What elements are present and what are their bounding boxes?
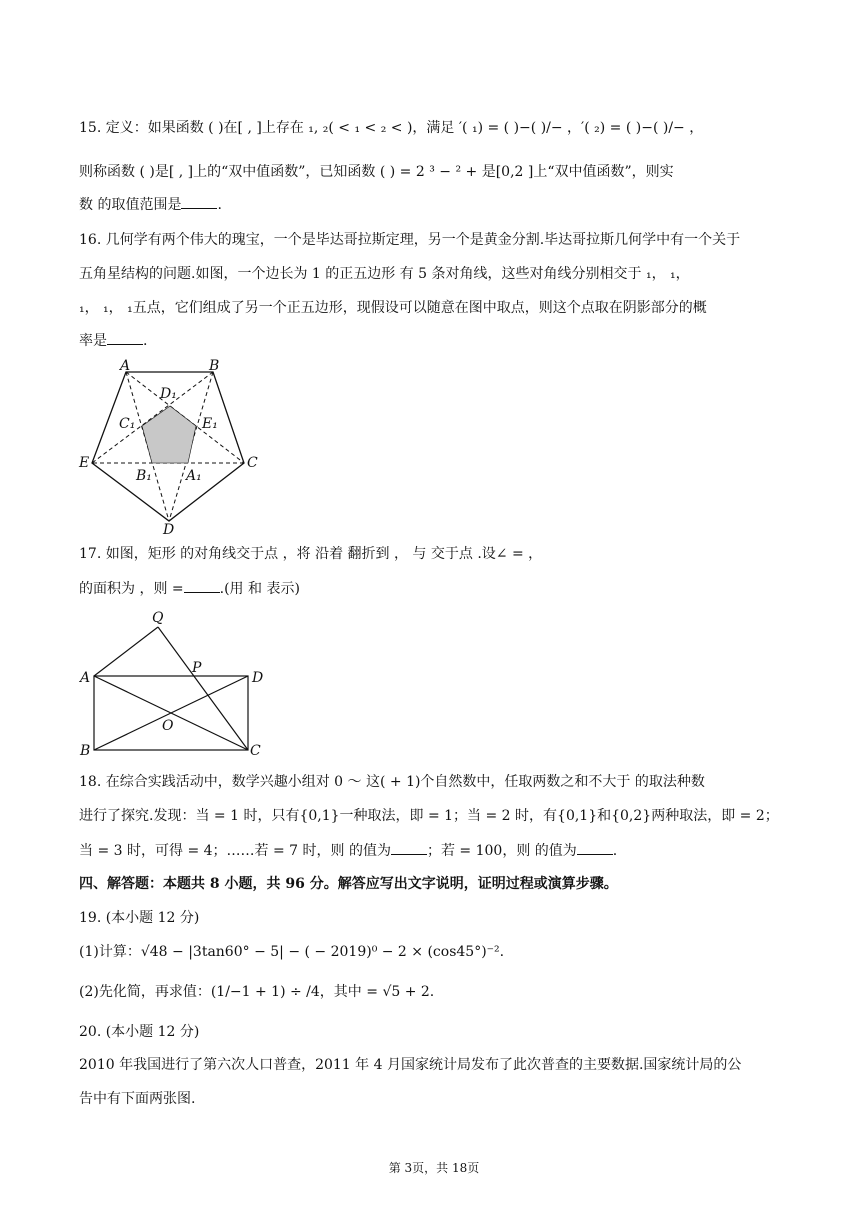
q16-line1: 16. 几何学有两个伟大的瑰宝，一个是毕达哥拉斯定理，另一个是黄金分割.毕达哥拉斯几何学中有一个关于 bbox=[79, 232, 741, 248]
label-D1: D₁ bbox=[160, 386, 177, 402]
q18-line3-mid: ；若 = 100，则 的值为 bbox=[426, 843, 577, 859]
label-B: B bbox=[209, 358, 220, 374]
q18-line3-text: 当 = 3 时，可得 = 4；……若 = 7 时，则 的值为 bbox=[79, 843, 391, 859]
pentagon-figure bbox=[78, 356, 268, 538]
label-C: C bbox=[250, 743, 261, 758]
rectangle-figure bbox=[76, 606, 272, 758]
q15-line3-text: 数 的取值范围是 bbox=[79, 197, 182, 213]
q15-line1: 15. 定义：如果函数 ( )在[ , ]上存在 ₁, ₂( < ₁ < ₂ < )，满足 ′( ₁) = ( )−( )/− ，′( ₂) = ( )−( )/− ， bbox=[79, 120, 704, 136]
q18-line3: 当 = 3 时，可得 = 4；……若 = 7 时，则 的值为 ；若 = 100，则 的值为 . bbox=[79, 840, 617, 861]
label-E: E bbox=[79, 455, 90, 471]
q16-line4: 率是 . bbox=[79, 330, 147, 351]
label-B1: B₁ bbox=[136, 468, 152, 484]
q17-line2 bbox=[79, 578, 300, 599]
label-D: D bbox=[252, 670, 264, 686]
shaded-inner-pentagon bbox=[142, 406, 196, 463]
answer-blank bbox=[184, 578, 220, 593]
label-C1: C₁ bbox=[119, 416, 136, 432]
label-A: A bbox=[120, 358, 131, 374]
q17-line1: 17. 如图，矩形 的对角线交于点 ，将 沿着 翻折到 ， 与 交于点 .设∠ = ， bbox=[79, 546, 543, 562]
label-Q: Q bbox=[152, 610, 164, 626]
label-D: D bbox=[163, 522, 175, 538]
q19-part2: (2)先化简，再求值：(1/−1 + 1) ÷ /4，其中 = √5 + 2. bbox=[79, 984, 435, 1000]
q18-line1: 18. 在综合实践活动中，数学兴趣小组对 0 ～ 这( + 1)个自然数中，任取两数之和不大于 的取法种数 bbox=[79, 774, 705, 790]
q19-title: 19. (本小题 12 分) bbox=[79, 910, 200, 926]
answer-blank bbox=[181, 194, 217, 209]
answer-blank bbox=[107, 330, 143, 345]
label-O: O bbox=[162, 718, 174, 734]
q20-title: 20. (本小题 12 分) bbox=[79, 1024, 200, 1040]
q16-line4-text: 率是 bbox=[79, 333, 107, 349]
label-B: B bbox=[80, 743, 91, 758]
q16-line2: 五角星结构的问题.如图，一个边长为 1 的正五边形 有 5 条对角线，这些对角线分别相交于 ₁， ₁， bbox=[79, 266, 690, 282]
label-C: C bbox=[247, 455, 258, 471]
answer-blank bbox=[577, 840, 613, 855]
label-A: A bbox=[80, 670, 91, 686]
q17-line2-suffix: .(用 和 表示) bbox=[219, 581, 300, 597]
label-E1: E₁ bbox=[202, 416, 218, 432]
q16-line3: ₁， ₁， ₁五点，它们组成了另一个正五边形，现假设可以随意在图中取点，则这个点取在阴影部分的概 bbox=[79, 300, 707, 316]
label-P: P bbox=[192, 660, 202, 676]
section-heading: 四、解答题：本题共 8 小题，共 96 分。解答应写出文字说明，证明过程或演算步骤。 bbox=[79, 876, 618, 892]
q15-line2: 则称函数 ( )是[ , ]上的“双中值函数”，已知函数 ( ) = 2 ³ − ² + 是[0,2 ]上“双中值函数”，则实 bbox=[79, 164, 674, 180]
label-A1: A₁ bbox=[186, 468, 202, 484]
q19-part1: (1)计算：√48 − |3tan60° − 5| − ( − 2019)⁰ − 2 × (cos45°)⁻². bbox=[79, 944, 505, 960]
page-footer: 第 3页，共 18页 bbox=[388, 1161, 480, 1175]
q15-line3: 数 的取值范围是 . bbox=[79, 194, 222, 215]
q20-line1: 2010 年我国进行了第六次人口普查，2011 年 4 月国家统计局发布了此次普查的主要数据.国家统计局的公 bbox=[79, 1057, 742, 1073]
q18-line2: 进行了探究.发现：当 = 1 时，只有{0,1}一种取法，即 = 1；当 = 2 时，有{0,1}和{0,2}两种取法，即 = 2； bbox=[79, 808, 779, 824]
q17-line2-text: 的面积为 ，则 = bbox=[79, 581, 184, 597]
segment-AQ bbox=[94, 627, 158, 676]
q20-line2: 告中有下面两张图. bbox=[79, 1091, 196, 1107]
answer-blank bbox=[391, 840, 427, 855]
